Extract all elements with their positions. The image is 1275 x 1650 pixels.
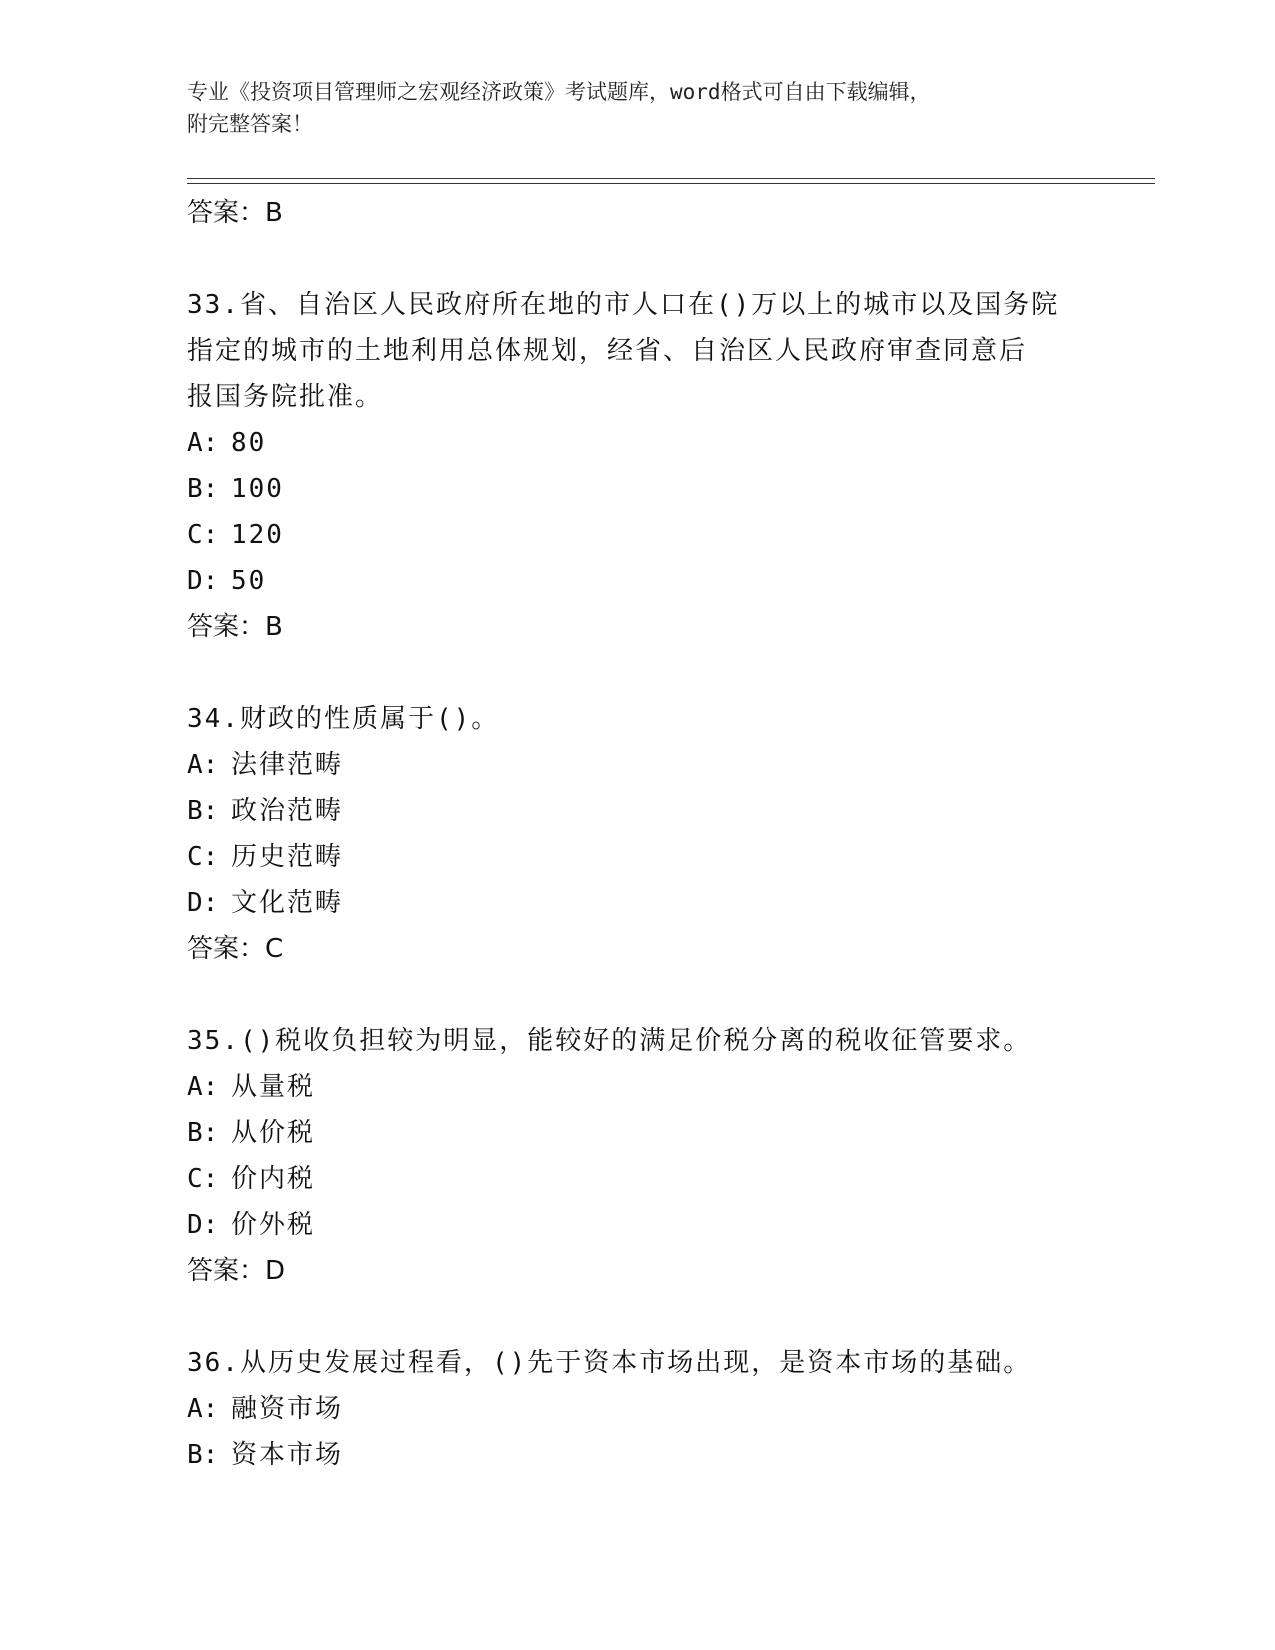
answer-option	[187, 1202, 1087, 1248]
question-block	[187, 1018, 1087, 1294]
option-text: 从价税	[231, 1118, 316, 1148]
option-text: 文化范畴	[231, 888, 344, 918]
option-label: C:	[187, 1164, 219, 1194]
option-label: B:	[187, 474, 219, 504]
question-list	[187, 190, 1087, 1478]
option-text: 80	[231, 428, 267, 458]
option-label: C:	[187, 842, 219, 872]
question-stem-line: 34.财政的性质属于()。	[187, 704, 500, 734]
option-text: 历史范畴	[231, 842, 344, 872]
option-text: 120	[231, 520, 284, 550]
option-text: 资本市场	[231, 1440, 344, 1470]
option-label: A:	[187, 750, 219, 780]
option-label: A:	[187, 1394, 219, 1424]
question-stem-line: 报国务院批准。	[187, 382, 384, 412]
option-text: 法律范畴	[231, 750, 344, 780]
question-stem-line: 35.()税收负担较为明显，能较好的满足价税分离的税收征管要求。	[187, 1026, 1032, 1056]
answer-option	[187, 512, 1087, 558]
option-text: 政治范畴	[231, 796, 344, 826]
option-text: 融资市场	[231, 1394, 344, 1424]
answer-line: 答案：D	[187, 1256, 286, 1286]
option-label: B:	[187, 1440, 219, 1470]
document-header	[187, 76, 1087, 140]
option-label: B:	[187, 796, 219, 826]
answer-option	[187, 1432, 1087, 1478]
question-stem	[187, 1018, 1087, 1064]
answer-option	[187, 1386, 1087, 1432]
question-stem	[187, 282, 1087, 420]
question-block	[187, 696, 1087, 972]
answer-option	[187, 420, 1087, 466]
answer-option	[187, 1110, 1087, 1156]
answer-option	[187, 880, 1087, 926]
option-label: D:	[187, 566, 219, 596]
answer-line: 答案：C	[187, 934, 284, 964]
header-line-1: 专业《投资项目管理师之宏观经济政策》考试题库，word格式可自由下载编辑，	[187, 80, 931, 104]
answer-option	[187, 742, 1087, 788]
question-block	[187, 1340, 1087, 1478]
answer-option	[187, 788, 1087, 834]
option-label: D:	[187, 1210, 219, 1240]
option-text: 从量税	[231, 1072, 316, 1102]
option-label: A:	[187, 428, 219, 458]
option-text: 50	[231, 566, 267, 596]
header-rule-top	[187, 178, 1155, 179]
header-rule-bottom	[187, 183, 1155, 184]
answer-line: 答案：B	[187, 612, 283, 642]
answer-option	[187, 1064, 1087, 1110]
question-block	[187, 282, 1087, 650]
answer-option	[187, 834, 1087, 880]
question-stem-line: 指定的城市的土地利用总体规划，经省、自治区人民政府审查同意后	[187, 336, 1028, 366]
question-stem	[187, 696, 1087, 742]
answer-option	[187, 558, 1087, 604]
header-line-2: 附完整答案！	[187, 112, 313, 136]
answer-option	[187, 466, 1087, 512]
question-stem-line: 36.从历史发展过程看，()先于资本市场出现，是资本市场的基础。	[187, 1348, 1032, 1378]
option-label: B:	[187, 1118, 219, 1148]
option-label: A:	[187, 1072, 219, 1102]
question-stem	[187, 1340, 1087, 1386]
answer-line: 答案：B	[187, 198, 283, 228]
question-stem-line: 33.省、自治区人民政府所在地的市人口在()万以上的城市以及国务院	[187, 290, 1060, 320]
option-text: 价外税	[231, 1210, 316, 1240]
option-text: 价内税	[231, 1164, 316, 1194]
answer-option	[187, 1156, 1087, 1202]
option-label: C:	[187, 520, 219, 550]
option-text: 100	[231, 474, 284, 504]
option-label: D:	[187, 888, 219, 918]
